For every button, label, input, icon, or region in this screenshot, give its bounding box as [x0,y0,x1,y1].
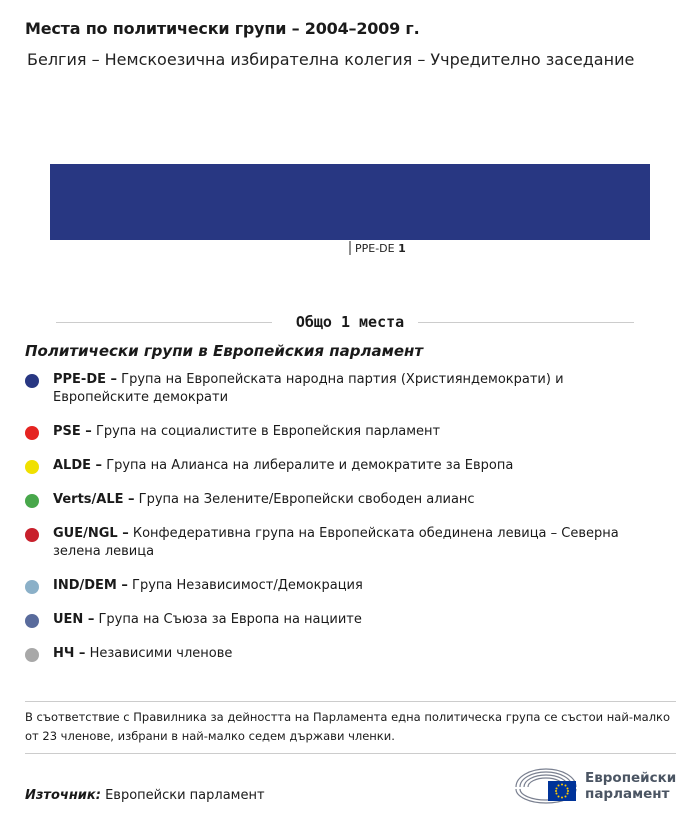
divider [25,701,676,702]
bar-segment-ppe-de [50,164,650,240]
legend-code: IND/DEM – [53,578,128,593]
legend-text: Конфедеративна група на Европейската обединена левица – Северна зелена левица [53,526,619,559]
legend-text: Група на социалистите в Европейския парламент [95,424,441,439]
legend-item-ppe-de [25,371,655,407]
legend-dot-alde [25,460,39,474]
total-seats [0,311,700,333]
european-parliament-logo-text [585,770,676,802]
legend-item-gue-ngl [25,525,655,561]
legend-code: PPE-DE – [53,372,118,387]
legend-dot-verts-ale [25,494,39,508]
seat-bar-chart [0,150,700,270]
source-value: Европейски парламент [105,788,265,803]
legend-text: Независими членове [89,646,233,661]
legend-dot-ni [25,648,39,662]
legend-item-pse [25,423,655,441]
european-parliament-logo-icon [514,765,578,805]
legend-dot-pse [25,426,39,440]
legend-code: UEN – [53,612,95,627]
legend-text: Група Независимост/Демокрация [132,578,363,593]
legend-item-uen [25,611,655,629]
total-seats-text: Общо 1 места [295,313,405,331]
legend-text: Група на Алианса на либералите и демократите за Европа [106,458,514,473]
divider [25,753,676,754]
legend-text: Група на Съюза за Европа на нациите [98,612,362,627]
legend-item-ni [25,645,655,663]
chart-title: Места по политически групи – 2004–2009 г. [25,19,420,38]
legend-code: ALDE – [53,458,103,473]
legend-code: НЧ – [53,646,86,661]
legend-text: Група на Зелените/Европейски свободен алианс [138,492,475,507]
legend-dot-ind-dem [25,580,39,594]
logo-line-1: Европейски [585,770,677,786]
legend-code: Verts/ALE – [53,492,135,507]
legend-code: GUE/NGL – [53,526,129,541]
source-label: Източник: [25,788,101,803]
legend-title: Политически групи в Европейския парламент [25,342,424,360]
legend-item-ind-dem [25,577,655,595]
source [25,788,265,803]
legend-dot-uen [25,614,39,628]
legend-dot-gue-ngl [25,528,39,542]
data-label-value: 1 [398,242,406,255]
divider-right [418,322,634,323]
legend-code: PSE – [53,424,92,439]
logo-line-2: парламент [585,786,670,802]
chart-subtitle: Белгия – Немскоезична избирателна колегия – Учредително заседание [27,50,635,69]
legend-text: Група на Европейската народна партия (Християндемократи) и Европейските демократи [53,372,564,405]
legend-item-verts-ale [25,491,655,509]
data-label-code: PPE-DE [355,242,399,255]
data-label [355,242,406,255]
footnote: В съответствие с Правилника за дейността на Парламента една политическа група се състои най-малко от 23 членове, избрани в най-малко седем държави членки. [25,710,671,743]
legend-item-alde [25,457,655,475]
legend-dot-ppe-de [25,374,39,388]
